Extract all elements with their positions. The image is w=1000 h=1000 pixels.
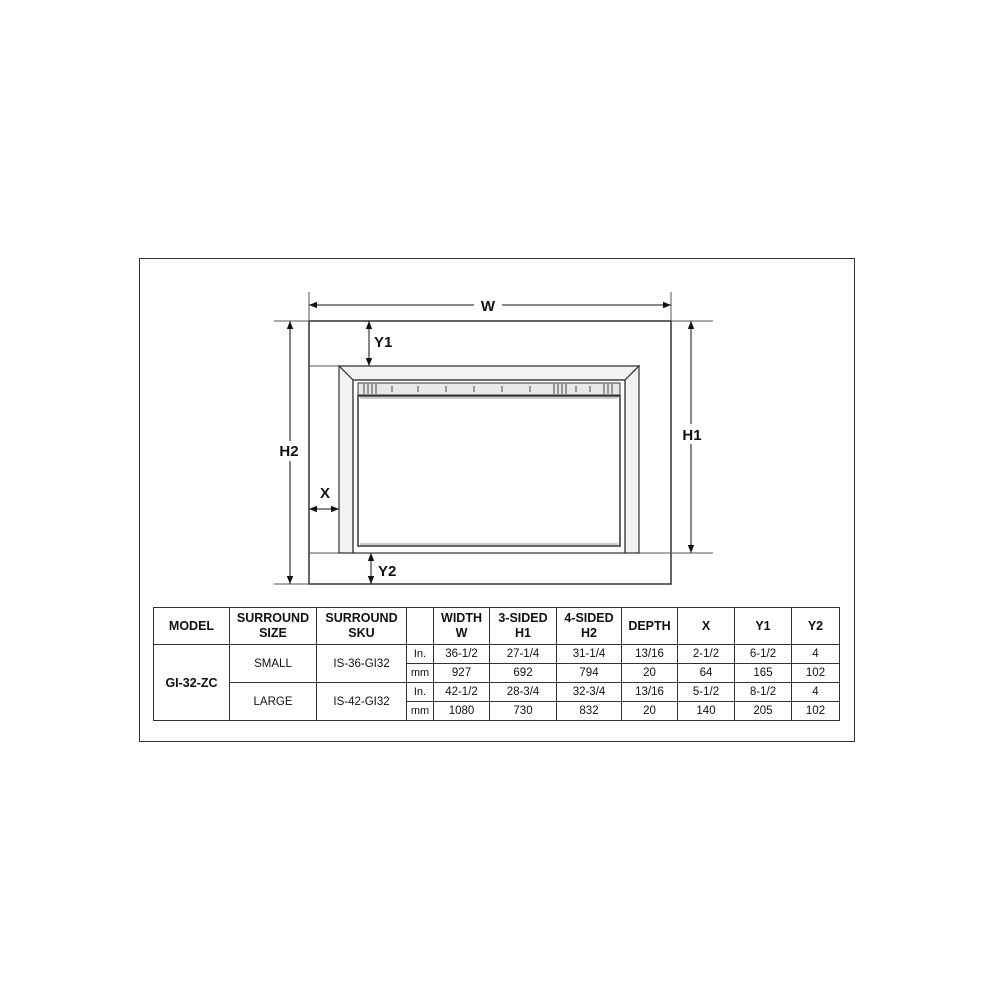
value-cell: 6-1/2 [735, 645, 792, 664]
value-cell: 205 [735, 702, 792, 721]
header-surround-sku: SURROUND SKU [317, 608, 407, 645]
value-cell: 64 [678, 664, 735, 683]
value-cell: 13/16 [622, 683, 678, 702]
y2-label: Y2 [378, 563, 397, 580]
value-cell: 102 [792, 664, 840, 683]
surround-size-cell: SMALL [230, 645, 317, 683]
value-cell: 4 [792, 683, 840, 702]
value-cell: 42-1/2 [434, 683, 490, 702]
value-cell: 165 [735, 664, 792, 683]
h1-label: H1 [682, 427, 702, 444]
value-cell: 794 [557, 664, 622, 683]
value-cell: 32-3/4 [557, 683, 622, 702]
value-cell: 102 [792, 702, 840, 721]
fireplace-insert [339, 366, 639, 553]
value-cell: 140 [678, 702, 735, 721]
value-cell: 2-1/2 [678, 645, 735, 664]
value-cell: 27-1/4 [490, 645, 557, 664]
header-4-sided: 4-SIDED H2 [557, 608, 622, 645]
table-row [154, 645, 840, 664]
value-cell: 4 [792, 645, 840, 664]
value-cell: 13/16 [622, 645, 678, 664]
model-cell: GI-32-ZC [154, 645, 230, 721]
header-unit [407, 608, 434, 645]
value-cell: 692 [490, 664, 557, 683]
header-y1: Y1 [735, 608, 792, 645]
header-model: MODEL [154, 608, 230, 645]
surround-sku-cell: IS-36-GI32 [317, 645, 407, 683]
header-surround-size: SURROUND SIZE [230, 608, 317, 645]
header-y2: Y2 [792, 608, 840, 645]
value-cell: 1080 [434, 702, 490, 721]
value-cell: 927 [434, 664, 490, 683]
header-width: WIDTH W [434, 608, 490, 645]
h2-label: H2 [279, 443, 299, 460]
surround-outline [309, 321, 671, 584]
unit-cell: In. [407, 645, 434, 664]
table-row [154, 683, 840, 702]
value-cell: 730 [490, 702, 557, 721]
x-label: X [319, 485, 331, 502]
value-cell: 28-3/4 [490, 683, 557, 702]
table-header-row [154, 608, 840, 645]
value-cell: 8-1/2 [735, 683, 792, 702]
header-x: X [678, 608, 735, 645]
value-cell: 31-1/4 [557, 645, 622, 664]
value-cell: 36-1/2 [434, 645, 490, 664]
surround-size-cell: LARGE [230, 683, 317, 721]
value-cell: 20 [622, 702, 678, 721]
value-cell: 5-1/2 [678, 683, 735, 702]
value-cell: 20 [622, 664, 678, 683]
unit-cell: mm [407, 664, 434, 683]
unit-cell: mm [407, 702, 434, 721]
w-label: W [480, 298, 496, 315]
surround-sku-cell: IS-42-GI32 [317, 683, 407, 721]
y1-label: Y1 [374, 334, 393, 351]
header-3-sided: 3-SIDED H1 [490, 608, 557, 645]
value-cell: 832 [557, 702, 622, 721]
dimension-spec-table [153, 607, 840, 721]
unit-cell: In. [407, 683, 434, 702]
header-depth: DEPTH [622, 608, 678, 645]
